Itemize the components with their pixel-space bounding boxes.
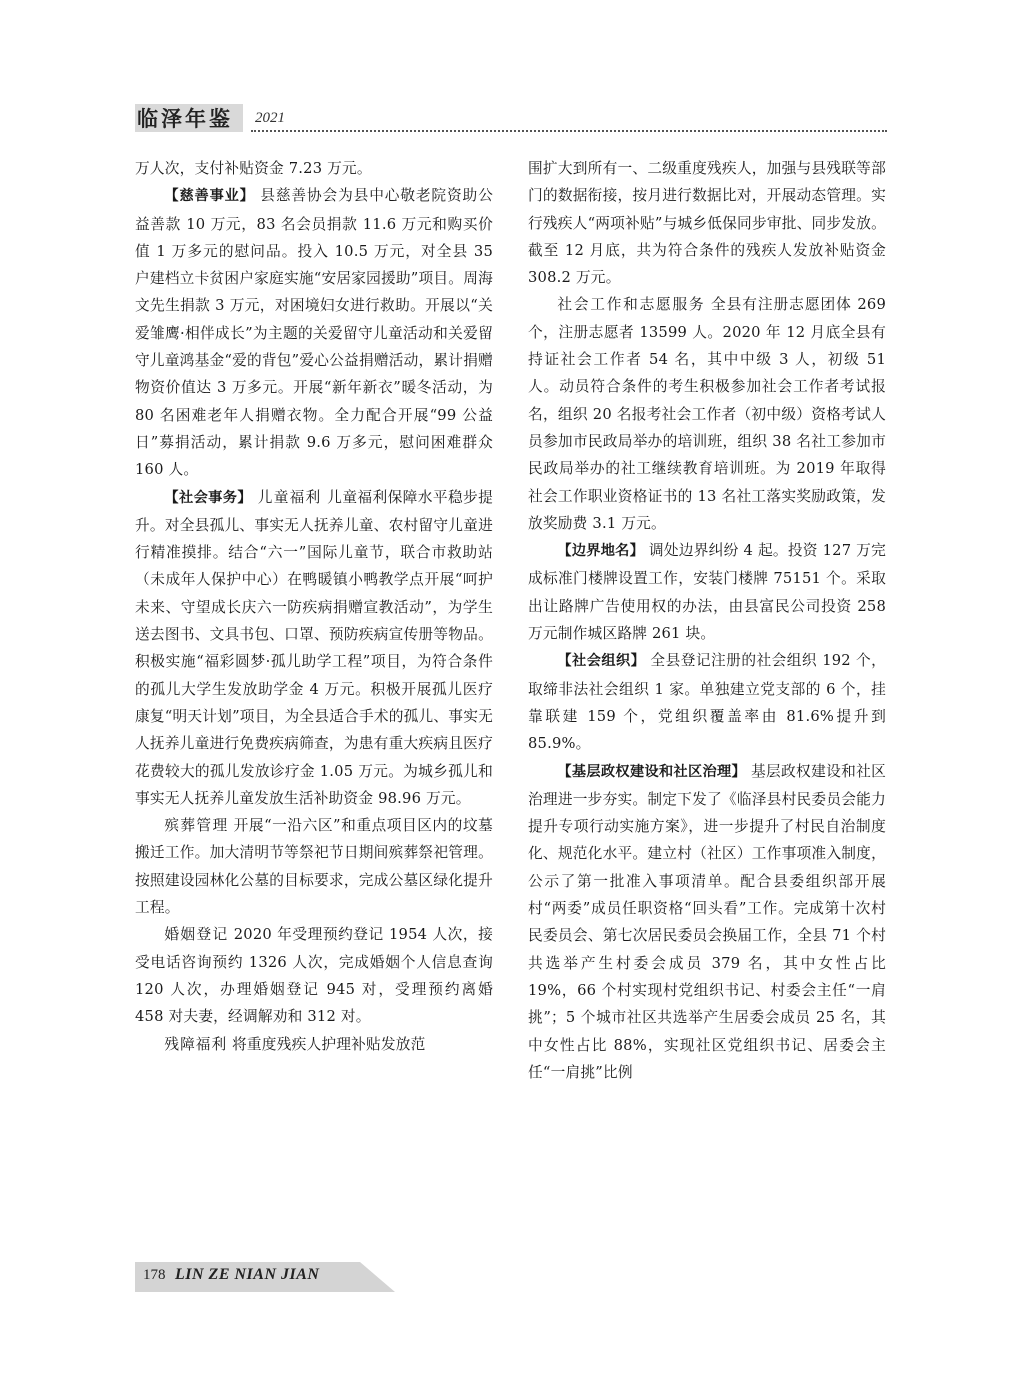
paragraph-text: 2020 年受理预约登记 1954 人次，接受电话咨询预约 1326 人次，完成婚姻个人信息查询 120 人次，办理婚姻登记 945 对，受理预约离婚 458 对夫妻，经调解劝和 312 对。 [135,926,493,1026]
section-heading: 【社会事务】 [164,489,252,506]
section-heading: 【基层政权建设和社区治理】 [557,763,747,780]
paragraph [528,758,886,1087]
subsection-label: 婚姻登记 [164,926,229,944]
header-dotted-rule [251,130,887,132]
subsection-label: 殡葬管理 [164,817,229,835]
subsection-label: 社会工作和志愿服务 [557,296,706,314]
paragraph [135,182,493,483]
subsection-label: 儿童福利 [251,488,328,506]
section-heading: 【边界地名】 [557,543,645,560]
paragraph [528,537,886,647]
paragraph-text: 儿童福利保障水平稳步提升。对全县孤儿、事实无人抚养儿童、农村留守儿童进行精准摸排。结合“六一”国际儿童节，联合市救助站（未成年人保护中心）在鸭暖镇小鸭教学点开展“呵护未来、守望成长庆六一防疾病捐赠宣教活动”，为学生送去图书、文具书包、口罩、预防疾病宣传册等物品。积极实施“福彩圆梦·孤儿助学工程”项目，为符合条件的孤儿大学生发放助学金 4 万元。积极开展孤儿医疗康复“明天计划”项目，为全县适合手术的孤儿、事实无人抚养儿童进行免费疾病筛查，为患有重大疾病且医疗花费较大的孤儿发放诊疗金 1.05 万元。为城乡孤儿和事实无人抚养儿童发放生活补助资金 98.96 万元。 [135,488,494,807]
paragraph [135,812,493,921]
paragraph [528,155,886,291]
paragraph [528,647,886,757]
paragraph-text: 基层政权建设和社区治理进一步夯实。制定下发了《临泽县村民委员会能力提升专项行动实施方案》，进一步提升了村民自治制度化、规范化水平。建立村（社区）工作事项准入制度，公示了第一批准入事项清单。配合县委组织部开展村“两委”成员任职资格“回头看”工作。完成第十次村民委员会、第七次居民委员会换届工作，全县 71 个村共选举产生村委会成员 379 名，其中女性占比 19%，66 个村实现村党组织书记、村委会主任“一肩挑”；5 个城市社区共选举产生居委会成员 25 名，其中女性占比 88%，实现社区党组织书记、居委会主任“一肩挑”比例 [528,762,886,1081]
paragraph-text: 万人次，支付补贴资金 7.23 万元。 [135,160,372,177]
left-column [135,155,493,1058]
subsection-label: 残障福利 [164,1035,228,1053]
paragraph-text: 全县有注册志愿团体 269 个，注册志愿者 13599 人。2020 年 12 月底全县有持证社会工作者 54 名，其中中级 3 人，初级 51 人。动员符合条件的考生积极参加社会工作者考试报名，组织 20 名报考社会工作者（初中级）资格考试人员参加市民政局举办的培训班，组织 38 名社工参加市民政局举办的社工继续教育培训班。为 2019 年取得社会工作职业资格证书的 13 名社工落实奖励政策，发放奖励费 3.1 万元。 [528,296,886,532]
paragraph-text: 围扩大到所有一、二级重度残疾人，加强与县残联等部门的数据衔接，按月进行数据比对，开展动态管理。实行残疾人“两项补贴”与城乡低保同步审批、同步发放。截至 12 月底，共为符合条件的残疾人发放补贴资金 308.2 万元。 [528,160,886,287]
paragraph-text: 调处边界纠纷 4 起。投资 127 万完成标准门楼牌设置工作，安装门楼牌 75151 个。采取出让路牌广告使用权的办法，由县富民公司投资 258 万元制作城区路牌 261 块。 [528,542,886,643]
paragraph [135,484,493,813]
section-heading: 【社会组织】 [557,653,646,670]
publication-name: LIN ZE NIAN JIAN [175,1266,320,1283]
paragraph [135,1031,493,1058]
paragraph [135,155,493,182]
paragraph [528,291,886,537]
paragraph-text: 开展“一沿六区”和重点项目区内的坟墓搬迁工作。加大清明节等祭祀节日期间殡葬祭祀管理。按照建设园林化公墓的目标要求，完成公墓区绿化提升工程。 [135,817,493,917]
yearbook-brand [135,104,243,132]
paragraph-text: 将重度残疾人护理补贴发放范 [227,1035,426,1053]
page-footer [135,1262,395,1292]
paragraph [135,921,493,1030]
header-year: 2021 [255,110,285,126]
header-title: 临泽年鉴 [137,106,233,131]
page-number: 178 [143,1267,166,1283]
section-heading: 【慈善事业】 [164,188,255,205]
running-header [135,104,887,134]
paragraph-text: 全县登记注册的社会组织 192 个，取缔非法社会组织 1 家。单独建立党支部的 6 个，挂靠联建 159 个，党组织覆盖率由 81.6%提升到 85.9%。 [528,652,887,753]
right-column [528,155,886,1086]
paragraph-text: 县慈善协会为县中心敬老院资助公益善款 10 万元，83 名会员捐款 11.6 万元和购买价值 1 万多元的慰问品。投入 10.5 万元，对全县 35 户建档立卡贫困户家庭实施“安居家园援助”项目。周海文先生捐款 3 万元，对困境妇女进行救助。开展以“关爱雏鹰·相伴成长”为主题的关爱留守儿童活动和关爱留守儿童鸿基金“爱的背包”爱心公益捐赠活动，累计捐赠物资价值达 3 万多元。开展“新年新衣”暖冬活动，为 80 名困难老年人捐赠衣物。全力配合开展“99 公益日”募捐活动，累计捐款 9.6 万多元，慰问困难群众 160 人。 [135,187,493,479]
